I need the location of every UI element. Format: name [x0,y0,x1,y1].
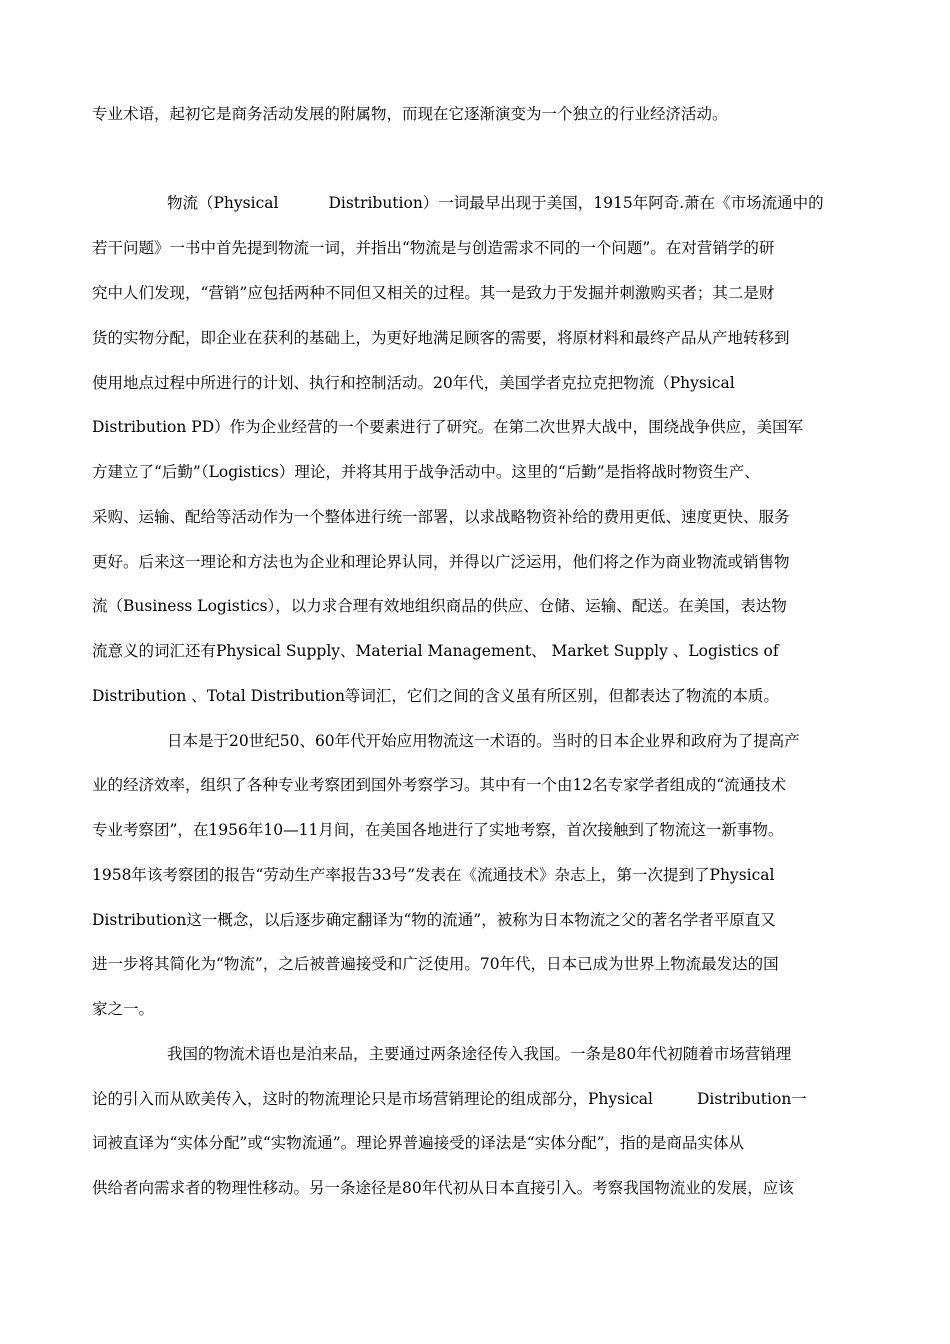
para3-line-2-part-b: Distribution一 [696,1090,807,1108]
para2-line-5: Distribution这一概念，以后逐步确定翻译为“物的流通”，被称为日本物流之父的著名学者平原直又 [92,911,776,929]
para1-line-1-part-a: 物流（Physical [167,194,279,212]
para2-line-2: 业的经济效率，组织了各种专业考察团到国外考察学习。其中有一个由12名专家学者组成的“流通技术 [92,776,787,794]
para1-line-10: 流（Business Logistics），以力求合理有效地组织商品的供应、仓储、运输、配送。在美国，表达物 [92,597,787,615]
para3-line-3: 词被直译为“实体分配”或“实物流通”。理论界普遍接受的译法是“实体分配”，指的是商品实体从 [92,1134,745,1152]
para3-line-1: 我国的物流术语也是泊来品，主要通过两条途径传入我国。一条是80年代初随着市场营销理 [167,1045,792,1063]
intro-line-1: 专业术语，起初它是商务活动发展的附属物，而现在它逐渐演变为一个独立的行业经济活动。 [92,105,728,123]
para1-line-11: 流意义的词汇还有Physical Supply、Material Management、 Market Supply 、Logistics of [92,642,779,660]
para3-line-2-part-a: 论的引入而从欧美传入，这时的物流理论只是市场营销理论的组成部分，Physical [92,1090,653,1108]
para2-line-7: 家之一。 [92,1000,155,1018]
para2-line-1: 日本是于20世纪50、60年代开始应用物流这一术语的。当时的日本企业界和政府为了提高产 [167,732,800,750]
para1-line-1-part-b: Distribution）一词最早出现于美国，1915年阿奇.萧在《市场流通中的 [328,194,824,212]
para2-line-3: 专业考察团”，在1956年10—11月间，在美国各地进行了实地考察，首次接触到了物流这一新事物。 [92,821,784,839]
para2-line-4: 1958年该考察团的报告“劳动生产率报告33号”发表在《流通技术》杂志上，第一次提到了Physical [92,866,775,884]
para1-line-4: 货的实物分配，即企业在获利的基础上，为更好地满足顾客的需要，将原材料和最终产品从产地转移到 [92,329,790,347]
para1-line-6: Distribution PD）作为企业经营的一个要素进行了研究。在第二次世界大战中，围绕战争供应，美国军 [92,418,804,436]
para1-line-7: 方建立了“后勤”（Logistics）理论，并将其用于战争活动中。这里的“后勤”是指将战时物资生产、 [92,463,760,481]
para1-line-2: 若干问题》一书中首先提到物流一词，并指出“物流是与创造需求不同的一个问题”。在对营销学的研 [92,239,775,257]
para3-line-2 [92,1088,807,1110]
para1-line-3: 究中人们发现，“营销”应包括两种不同但又相关的过程。其一是致力于发掘并刺激购买者；其二是财 [92,284,775,302]
para2-line-6: 进一步将其简化为“物流”，之后被普遍接受和广泛使用。70年代，日本已成为世界上物流最发达的国 [92,955,779,973]
para1-line-5: 使用地点过程中所进行的计划、执行和控制活动。20年代，美国学者克拉克把物流（Physical [92,374,735,392]
para1-line-8: 采购、运输、配给等活动作为一个整体进行统一部署，以求战略物资补给的费用更低、速度更快、服务 [92,508,790,526]
para1-line-1 [167,192,824,214]
para1-line-9: 更好。后来这一理论和方法也为企业和理论界认同，并得以广泛运用，他们将之作为商业物流或销售物 [92,553,790,571]
para1-line-12: Distribution 、Total Distribution等词汇，它们之间的含义虽有所区别，但都表达了物流的本质。 [92,687,779,705]
para3-line-4: 供给者向需求者的物理性移动。另一条途径是80年代初从日本直接引入。考察我国物流业的发展，应该 [92,1179,794,1197]
